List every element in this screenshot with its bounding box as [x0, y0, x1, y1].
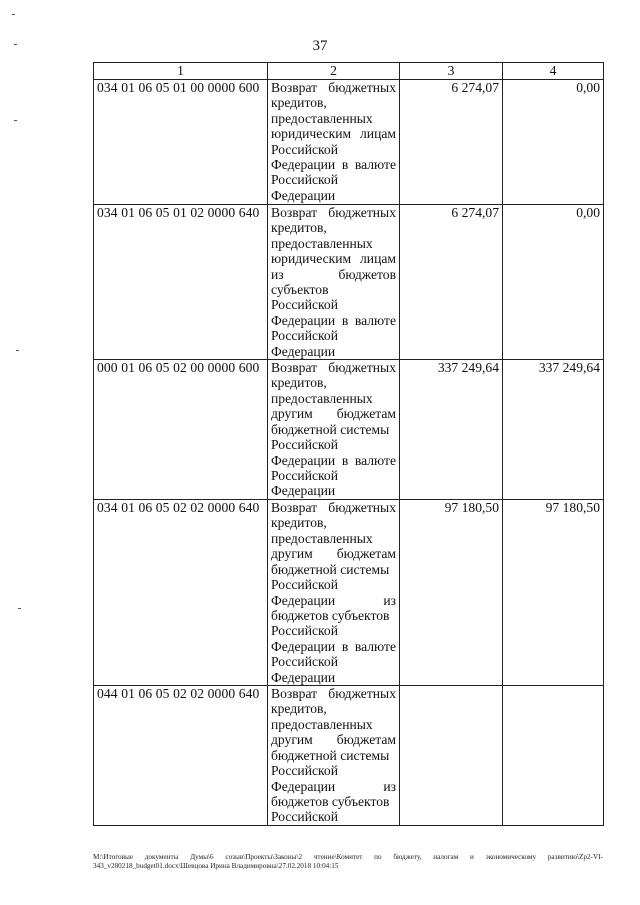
description-line: Российской — [271, 467, 338, 483]
document-path-footer — [93, 853, 603, 871]
value-cell-col4: 0,00 — [503, 80, 604, 205]
classification-code: 034 01 06 05 01 02 0000 640 — [94, 205, 268, 360]
description-line: юридическим лицам — [271, 251, 396, 267]
row-description — [268, 686, 400, 826]
description-line: предоставленных — [271, 390, 373, 406]
row-description — [268, 205, 400, 360]
description-line: бюджетной системы — [271, 747, 390, 763]
description-line: Российской — [271, 297, 338, 313]
description-line: Федерации — [271, 343, 336, 359]
description-line: Возврат бюджетных — [271, 80, 396, 95]
column-header-2: 2 — [268, 63, 400, 80]
classification-code: 034 01 06 05 01 00 0000 600 — [94, 80, 268, 205]
description-line: субъектов — [271, 282, 329, 298]
scan-mark — [14, 120, 17, 121]
value-cell-col4: 97 180,50 — [503, 500, 604, 686]
scan-mark — [16, 350, 19, 351]
value-cell-col3: 6 274,07 — [400, 205, 503, 360]
value-cell-col3: 337 249,64 — [400, 360, 503, 500]
description-line: Российской — [271, 437, 338, 453]
description-line: предоставленных — [271, 716, 373, 732]
description-line: Российской — [271, 577, 338, 593]
description-line: кредитов, — [271, 701, 327, 717]
description-line: Федерации — [271, 669, 336, 685]
budget-table — [93, 62, 604, 826]
footer-path-line: М:\Итоговые документы Думы\6 созыв\Проекты\Законы\2 чтение\Комитет по бюджету, налогам и экономическому развитию\Zp2-VI- — [93, 853, 603, 861]
row-description — [268, 500, 400, 686]
classification-code: 000 01 06 05 02 00 0000 600 — [94, 360, 268, 500]
row-description — [268, 80, 400, 205]
description-line: кредитов, — [271, 375, 327, 391]
table-row — [94, 686, 604, 826]
table-header-row — [94, 63, 604, 80]
description-line: Возврат бюджетных — [271, 686, 396, 702]
description-line: кредитов, — [271, 95, 327, 111]
description-line: Федерации в валюте — [271, 312, 396, 328]
footer-path-line: 343_v280218_budget01.docx\Шевцова Ирина Владимировна\27.02.2018 10:04:15 — [93, 862, 339, 870]
description-line: Федерации в валюте — [271, 452, 396, 468]
description-line: Российской — [271, 141, 338, 157]
classification-code: 044 01 06 05 02 02 0000 640 — [94, 686, 268, 826]
description-line: Российской — [271, 328, 338, 344]
column-header-4: 4 — [503, 63, 604, 80]
description-line: Федерации — [271, 483, 336, 499]
description-line: Федерации из — [271, 592, 396, 608]
description-line: Федерации из — [271, 778, 396, 794]
description-line: бюджетов субъектов — [271, 793, 390, 809]
description-line: Российской — [271, 763, 338, 779]
description-line: другим бюджетам — [271, 732, 396, 748]
column-header-1: 1 — [94, 63, 268, 80]
column-header-3: 3 — [400, 63, 503, 80]
description-line: юридическим лицам — [271, 126, 396, 142]
description-line: бюджетной системы — [271, 561, 390, 577]
description-line: Возврат бюджетных — [271, 500, 396, 516]
table-row — [94, 360, 604, 500]
description-line: кредитов, — [271, 220, 327, 236]
value-cell-col3: 6 274,07 — [400, 80, 503, 205]
description-line: Федерации — [271, 187, 336, 203]
description-line: Возврат бюджетных — [271, 360, 396, 376]
description-line: предоставленных — [271, 235, 373, 251]
description-line: другим бюджетам — [271, 406, 396, 422]
description-line: бюджетов субъектов — [271, 607, 390, 623]
row-description — [268, 360, 400, 500]
value-cell-col4 — [503, 686, 604, 826]
description-line: Российской — [271, 172, 338, 188]
description-line: Российской — [271, 623, 338, 639]
description-line: Федерации в валюте — [271, 157, 396, 173]
description-line: другим бюджетам — [271, 546, 396, 562]
description-line: Федерации в валюте — [271, 638, 396, 654]
description-line: Российской — [271, 809, 338, 825]
description-line: Возврат бюджетных — [271, 205, 396, 220]
description-line: предоставленных — [271, 110, 373, 126]
table-row — [94, 80, 604, 205]
scan-mark — [12, 14, 15, 15]
description-line: предоставленных — [271, 530, 373, 546]
description-line: из бюджетов — [271, 266, 396, 282]
value-cell-col4: 337 249,64 — [503, 360, 604, 500]
description-line: Российской — [271, 654, 338, 670]
table-row — [94, 500, 604, 686]
table-row — [94, 205, 604, 360]
description-line: кредитов, — [271, 515, 327, 531]
value-cell-col4: 0,00 — [503, 205, 604, 360]
classification-code: 034 01 06 05 02 02 0000 640 — [94, 500, 268, 686]
value-cell-col3: 97 180,50 — [400, 500, 503, 686]
page-number: 37 — [312, 38, 328, 54]
scan-mark — [18, 608, 21, 609]
value-cell-col3 — [400, 686, 503, 826]
description-line: бюджетной системы — [271, 421, 390, 437]
